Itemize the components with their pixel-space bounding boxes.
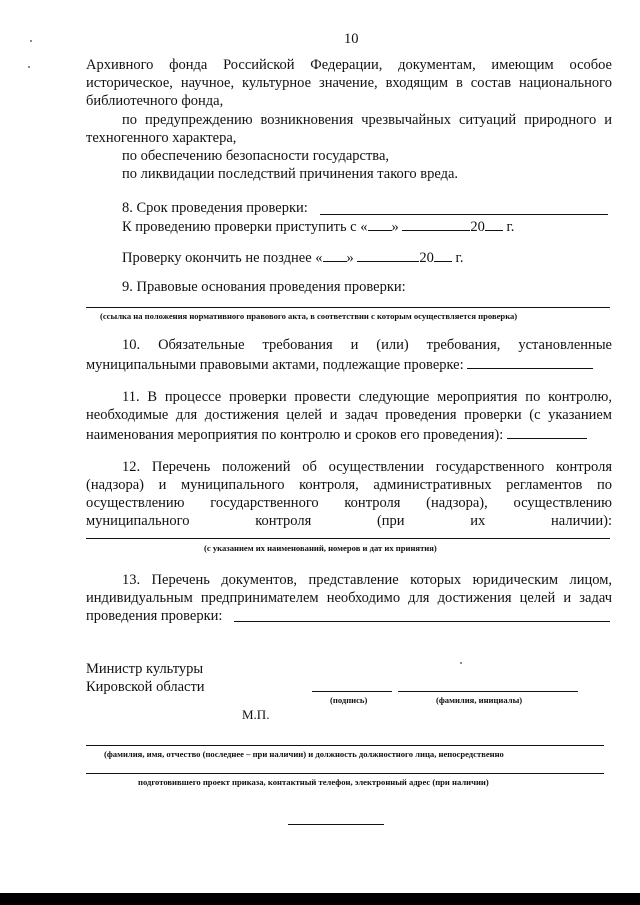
item9-fill-line xyxy=(86,307,610,308)
item8-start-prefix: К проведению проверки приступить с « xyxy=(122,219,368,235)
item13-line-2: индивидуальным предпринимателем необходимо для достижения целей и задач xyxy=(86,590,612,606)
item12-caption: (с указанием их наименований, номеров и дат их принятия) xyxy=(204,543,437,553)
item12-line-1: 12. Перечень положений об осуществлении государственного контроля xyxy=(122,459,612,475)
item11-line-2: необходимые для достижения целей и задач проведения проверки (с указанием xyxy=(86,407,612,423)
intro-line-1: Архивного фонда Российской Федерации, документам, имеющим особое xyxy=(86,57,612,73)
start-month-field[interactable] xyxy=(402,216,470,231)
footer-line-1 xyxy=(86,745,604,746)
item10-field[interactable] xyxy=(467,354,593,369)
end-year-field[interactable] xyxy=(434,247,452,262)
name-line[interactable] xyxy=(398,691,578,692)
item13-line-3-text: проведения проверки: xyxy=(86,608,223,624)
item8-fill-line xyxy=(320,214,608,215)
item11-field[interactable] xyxy=(507,424,587,439)
item8-end-mid: » xyxy=(346,250,354,266)
item8-start-suffix: г. xyxy=(506,219,515,235)
footer-caption-2: подготовившего проект приказа, контактный телефон, электронный адрес (при наличии) xyxy=(138,777,489,787)
item10-line-2-text: муниципальными правовыми актами, подлежащие проверке: xyxy=(86,357,464,373)
intro-line-3: библиотечного фонда, xyxy=(86,93,224,109)
item11-line-3-text: наименования мероприятия по контролю и сроков его проведения): xyxy=(86,427,504,443)
item8-start-row xyxy=(122,216,514,236)
start-year-field[interactable] xyxy=(485,216,503,231)
item12-line-2: (надзора) и муниципального контроля, административных регламентов по xyxy=(86,477,612,493)
margin-mark xyxy=(30,40,32,42)
item12-fill-line xyxy=(86,538,610,539)
end-month-field[interactable] xyxy=(357,247,419,262)
intro-line-5: техногенного характера, xyxy=(86,130,237,146)
intro-line-6: по обеспечению безопасности государства, xyxy=(122,148,390,164)
signature-line[interactable] xyxy=(312,691,392,692)
item8-end-year: 20 xyxy=(419,250,434,266)
item12-line-3: осуществлению государственного контроля (надзора), осуществлению xyxy=(86,495,612,511)
item13-line-3 xyxy=(86,607,222,625)
footer-line-2 xyxy=(86,773,604,774)
end-day-field[interactable] xyxy=(323,247,347,262)
intro-line-7: по ликвидации последствий причинения такого вреда. xyxy=(122,166,459,182)
item10-line-2 xyxy=(86,354,593,374)
item8-start-mid: » xyxy=(391,219,399,235)
item11-line-3 xyxy=(86,424,587,444)
item8-start-year: 20 xyxy=(470,219,485,235)
scan-edge-bar xyxy=(0,893,640,905)
footer-caption-1: (фамилия, имя, отчество (последнее – при наличии) и должность должностного лица, непосредственно xyxy=(104,749,504,759)
signature-position-line-1: Министр культуры xyxy=(86,661,204,677)
item11-line-1: 11. В процессе проверки провести следующие мероприятия по контролю, xyxy=(122,389,612,405)
name-caption: (фамилия, инициалы) xyxy=(436,695,523,705)
signature-caption: (подпись) xyxy=(330,695,368,705)
start-day-field[interactable] xyxy=(368,216,392,231)
item8-end-prefix: Проверку окончить не позднее « xyxy=(122,250,323,266)
signature-position-line-2: Кировской области xyxy=(86,679,205,695)
item13-line-1: 13. Перечень документов, представление которых юридическим лицом, xyxy=(122,572,612,588)
item10-line-1: 10. Обязательные требования и (или) требования, установленные xyxy=(122,337,612,353)
stamp-label: М.П. xyxy=(242,707,270,722)
item8-end-row xyxy=(122,247,463,267)
item9-title: 9. Правовые основания проведения проверки: xyxy=(122,279,406,295)
closing-line xyxy=(288,824,384,825)
item12-line-4: муниципального контроля (при их наличии): xyxy=(86,513,612,529)
intro-line-4: по предупреждению возникновения чрезвычайных ситуаций природного и xyxy=(122,112,612,128)
intro-line-2: историческое, научное, культурное значение, входящим в состав национального xyxy=(86,75,612,91)
scan-dot xyxy=(460,662,462,664)
item8-end-suffix: г. xyxy=(455,250,464,266)
item9-caption: (ссылка на положения нормативного правового акта, в соответствии с которым осуществляется проверка) xyxy=(100,311,518,321)
page-number: 10 xyxy=(344,31,359,47)
margin-mark xyxy=(28,66,30,68)
item8-title: 8. Срок проведения проверки: xyxy=(122,200,308,216)
item13-fill-line xyxy=(234,621,610,622)
